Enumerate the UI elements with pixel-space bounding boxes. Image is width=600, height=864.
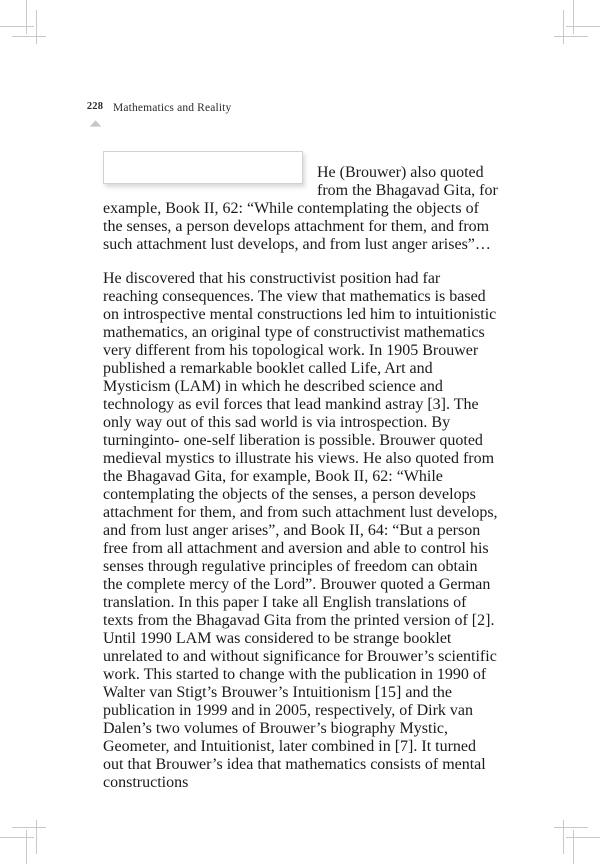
pullquote-box: [103, 151, 303, 184]
pullquote-text: He (Brouwer) also quoted from the Bhagavad Gita, for example, Book II, 62: “While contemplating the objects of the senses, a person develops attachment for them, and from such attachment lust develops, and from lust anger arises”…: [103, 164, 498, 253]
crop-mark-top-left: [0, 0, 60, 60]
paragraph-continue-text: , for example, Book II, 62: “While contemplating the objects of the senses, a person develops attachment for them, and from such attachment lust develops, and from lust anger arises”, and Book II, 64: “But a person free from all attachment and aversion and able to control his senses through regulative principles of freedom can obtain the complete mercy of the Lord”. Brouwer quoted a German translation. In this paper I take all English translations of texts from the: [103, 468, 498, 629]
italic-title-bhagavad-gita-2: Bhagavad Gita: [195, 612, 292, 629]
running-head-title: Mathematics and Reality: [113, 102, 232, 114]
text-column: [103, 148, 499, 808]
paragraph-intro-text: He discovered that his constructivist position had far reaching consequences. The view that mathematics is based on introspective mental constructions led him to intuitionistic mathematics, an original type of constructivist mathematics very different from his topological work. In 1905 Brouwer published a remarkable booklet called Life, Art and Mysticism (LAM) in which he described science and technology as evil forces that lead mankind astray [3]. The only way out of this sad world is via introspection. By turninginto- one-self liberation is possible. Brouwer quoted medieval mystics to illustrate his views. He also quoted from the: [103, 270, 497, 485]
page-number: 228: [86, 101, 104, 112]
folio-group: [84, 101, 106, 132]
crop-mark-top-right: [540, 0, 600, 60]
running-head: [84, 101, 231, 132]
crop-mark-bottom-left: [0, 804, 60, 864]
italic-title-bhagavad-gita-1: Bhagavad Gita: [126, 468, 223, 485]
paragraph-end-text: from the printed version of [2]. Until 1990 LAM was considered to be strange booklet unrelated to and without significance for Brouwer’s scientific work. This started to change with the publication in 1990 of Walter van Stigt’s Brouwer’s Intuitionism [15] and the publication in 1999 and in 2005, respectively, of Dirk van Dalen’s two volumes of Brouwer’s biography Mystic, Geometer, and Intuitionist, later combined in [7]. It turned out that Brouwer’s idea that mathematics consists of mental constructions: [103, 612, 497, 791]
mountain-triangle-icon: [89, 114, 102, 132]
crop-mark-bottom-right: [540, 804, 600, 864]
